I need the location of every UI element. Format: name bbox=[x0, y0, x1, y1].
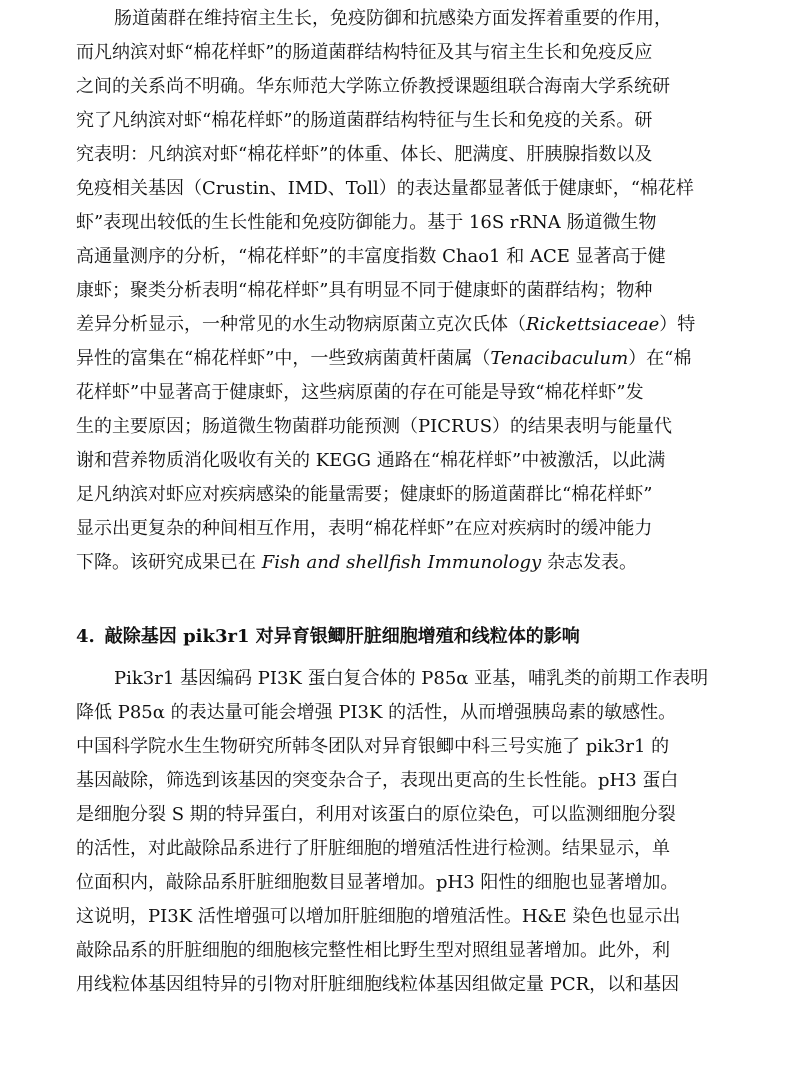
text-line: 的活性，对此敲除品系进行了肝脏细胞的增殖活性进行检测。结果显示，单 bbox=[76, 838, 670, 859]
text-line: 是细胞分裂 S 期的特异蛋白，利用对该蛋白的原位染色，可以监测细胞分裂 bbox=[76, 804, 676, 825]
text-line: 而凡纳滨对虾“棉花样虾”的肠道菌群结构特征及其与宿主生长和免疫反应 bbox=[76, 42, 653, 63]
text-line: 肠道菌群在维持宿主生长，免疫防御和抗感染方面发挥着重要的作用， bbox=[114, 8, 672, 29]
text-line: 这说明，PI3K 活性增强可以增加肝脏细胞的增殖活性。H&E 染色也显示出 bbox=[76, 906, 681, 927]
text-line: 花样虾”中显著高于健康虾，这些病原菌的存在可能是导致“棉花样虾”发 bbox=[76, 382, 644, 403]
section-number: 4. bbox=[76, 626, 95, 647]
text-run: 异性的富集在“棉花样虾”中，一些致病菌黄杆菌属（ bbox=[76, 348, 491, 369]
text-line: 免疫相关基因（Crustin、IMD、Toll）的表达量都显著低于健康虾，“棉花样 bbox=[76, 178, 694, 199]
text-line: 中国科学院水生生物研究所韩冬团队对异育银鲫中科三号实施了 pik3r1 的 bbox=[76, 736, 670, 757]
text-line bbox=[76, 342, 728, 376]
text-line bbox=[76, 308, 728, 342]
species-name-italic: Rickettsiaceae bbox=[526, 314, 660, 335]
text-run: 差异分析显示，一种常见的水生动物病原菌立克次氏体（ bbox=[76, 314, 526, 335]
text-run: 下降。该研究成果已在 bbox=[76, 552, 262, 573]
text-line: 谢和营养物质消化吸收有关的 KEGG 通路在“棉花样虾”中被激活，以此满 bbox=[76, 450, 666, 471]
text-line: 高通量测序的分析，“棉花样虾”的丰富度指数 Chao1 和 ACE 显著高于健 bbox=[76, 246, 666, 267]
text-line: 降低 P85α 的表达量可能会增强 PI3K 的活性，从而增强胰岛素的敏感性。 bbox=[76, 702, 677, 723]
text-line bbox=[76, 546, 728, 580]
text-line: 究了凡纳滨对虾“棉花样虾”的肠道菌群结构特征与生长和免疫的关系。研 bbox=[76, 110, 653, 131]
text-line: 康虾；聚类分析表明“棉花样虾”具有明显不同于健康虾的菌群结构；物种 bbox=[76, 280, 653, 301]
genus-name-italic: Tenacibaculum bbox=[490, 348, 629, 369]
text-run: ）在“棉 bbox=[628, 348, 692, 369]
text-line: 之间的关系尚不明确。华东师范大学陈立侨教授课题组联合海南大学系统研 bbox=[76, 76, 670, 97]
paragraph-shrimp-gut-microbiota bbox=[76, 0, 728, 580]
text-run: 杂志发表。 bbox=[541, 552, 637, 573]
section-title: 敲除基因 pik3r1 对异育银鲫肝脏细胞增殖和线粒体的影响 bbox=[104, 626, 580, 647]
text-line: 显示出更复杂的种间相互作用，表明“棉花样虾”在应对疾病时的缓冲能力 bbox=[76, 518, 653, 539]
text-line: Pik3r1 基因编码 PI3K 蛋白复合体的 P85α 亚基，哺乳类的前期工作表明 bbox=[114, 668, 709, 689]
text-line: 生的主要原因；肠道微生物菌群功能预测（PICRUS）的结果表明与能量代 bbox=[76, 416, 673, 437]
text-line: 敲除品系的肝脏细胞的细胞核完整性相比野生型对照组显著增加。此外，利 bbox=[76, 940, 670, 961]
section-heading bbox=[76, 620, 728, 654]
text-run: ）特 bbox=[659, 314, 696, 335]
text-line: 位面积内，敲除品系肝脏细胞数目显著增加。pH3 阳性的细胞也显著增加。 bbox=[76, 872, 679, 893]
text-line: 虾”表现出较低的生长性能和免疫防御能力。基于 16S rRNA 肠道微生物 bbox=[76, 212, 657, 233]
text-line: 用线粒体基因组特异的引物对肝脏细胞线粒体基因组做定量 PCR，以和基因 bbox=[76, 974, 680, 995]
text-line: 基因敲除，筛选到该基因的突变杂合子，表现出更高的生长性能。pH3 蛋白 bbox=[76, 770, 679, 791]
journal-name-italic: Fish and shellfish Immunology bbox=[261, 552, 542, 573]
text-line: 究表明：凡纳滨对虾“棉花样虾”的体重、体长、肥满度、肝胰腺指数以及 bbox=[76, 144, 653, 165]
text-line: 足凡纳滨对虾应对疾病感染的能量需要；健康虾的肠道菌群比“棉花样虾” bbox=[76, 484, 653, 505]
paragraph-pik3r1-knockout bbox=[76, 662, 728, 1002]
